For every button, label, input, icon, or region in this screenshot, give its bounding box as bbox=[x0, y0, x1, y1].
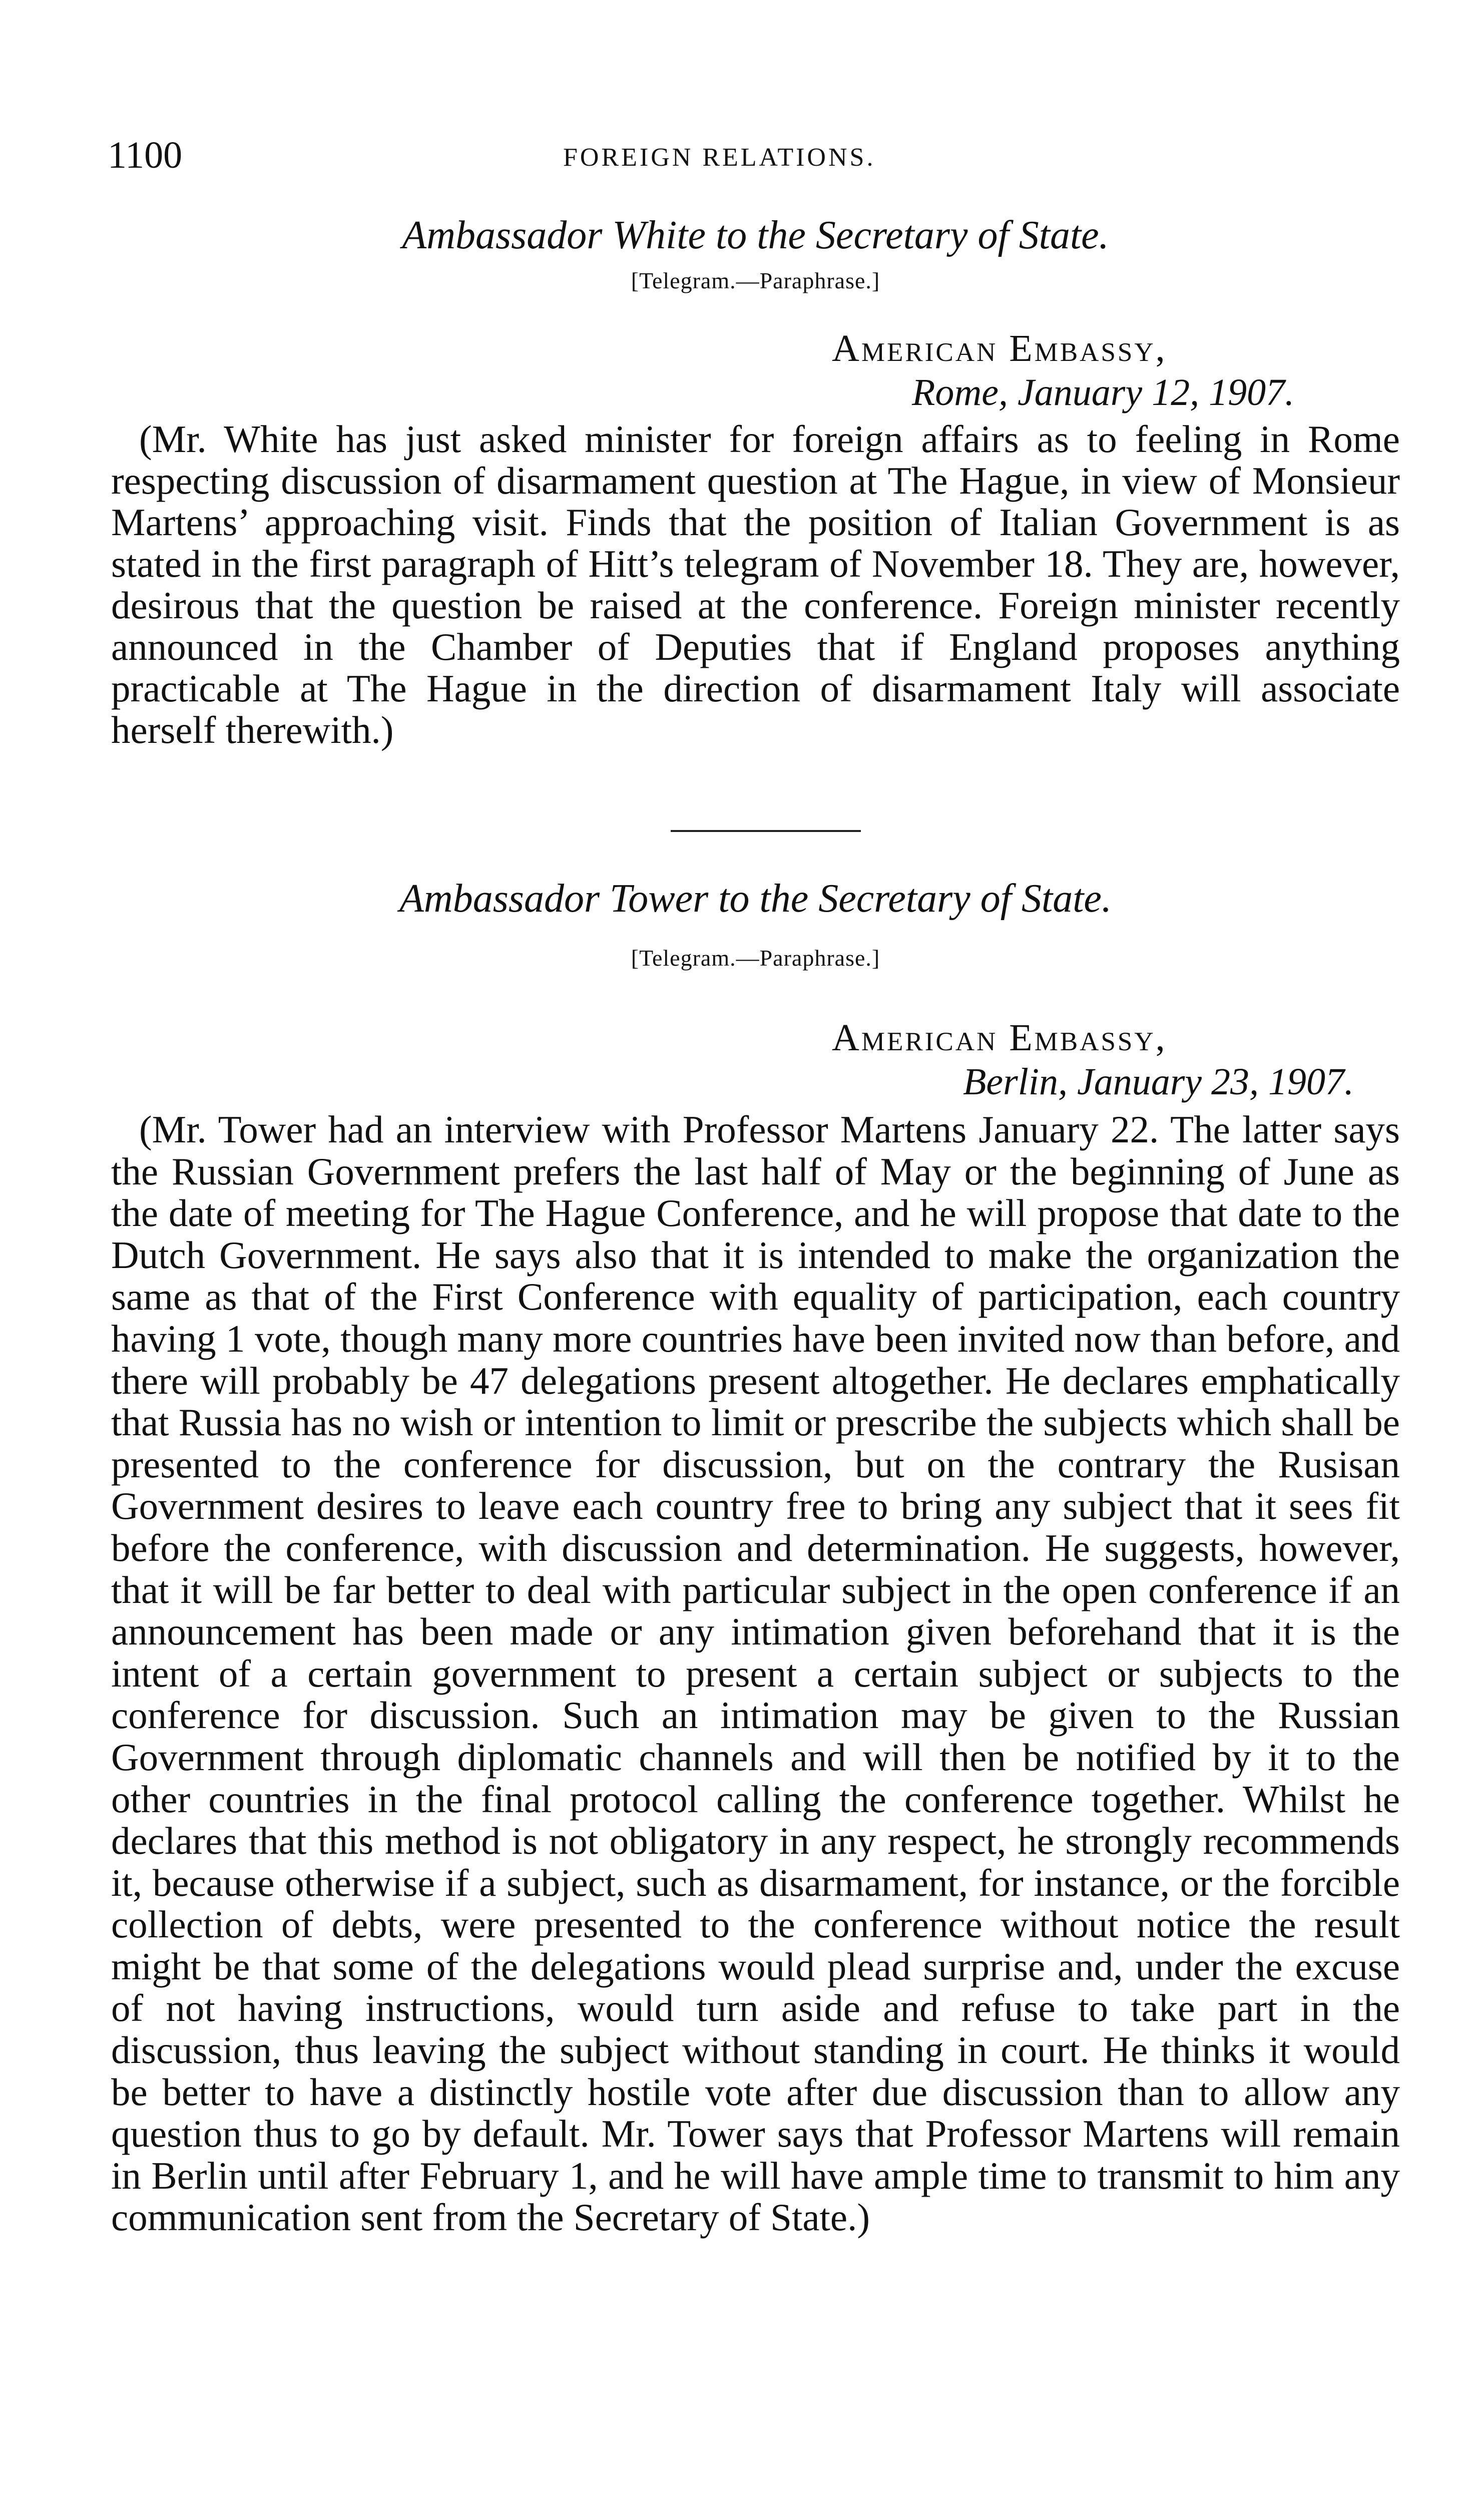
dateline bbox=[832, 326, 1400, 414]
dateline bbox=[832, 1016, 1400, 1104]
document-title: Ambassador Tower to the Secretary of State. bbox=[399, 877, 1112, 921]
document-tower bbox=[111, 874, 1400, 2239]
document-body: (Mr. Tower had an interview with Professor Martens January 22. The latter says the Russian Government prefers the last half of May or the beginning of June as the date of meeting for The Hague Conference, and he will propose that date to the Dutch Government. He says also that it is intended to make the organization the same as that of the First Conference with equality of participation, each country having 1 vote, though many more countries have been invited now than before, and there will probably be 47 delegations present altogether. He declares emphatically that Russia has no wish or intention to limit or prescribe the subjects which shall be presented to the conference for discussion, but on the contrary the Rusisan Government desires to leave each country free to bring any subject that it sees fit before the conference, with discussion and determination. He suggests, however, that it will be far better to deal with particular subject in the open conference if an announcement has been made or any intimation given beforehand that it is the intent of a certain government to present a certain subject or subjects to the conference for discussion. Such an intimation may be given to the Russian Government through diplomatic channels and will then be notified by it to the other countries in the final protocol calling the conference together. Whilst he declares that this method is not obligatory in any respect, he strongly recommends it, because otherwise if a subject, such as disarmament, for instance, or the forcible collection of debts, were presented to the conference without notice the result might be that some of the delegations would plead surprise and, under the excuse of not having instructions, would turn aside and refuse to take part in the discussion, thus leaving the subject without standing in court. He thinks it would be better to have a distinctly hostile vote after due discussion than to allow any question thus to go by default. Mr. Tower says that Professor Martens will remain in Berlin until after February 1, and he will have ample time to transmit to him any communication sent from the Secretary of State.) bbox=[111, 1108, 1400, 2239]
running-head: FOREIGN RELATIONS. bbox=[563, 143, 876, 172]
page-number: 1100 bbox=[108, 134, 183, 176]
place-date-line: Berlin, January 23, 1907. bbox=[963, 1061, 1354, 1103]
document-title: Ambassador White to the Secretary of State. bbox=[402, 213, 1109, 257]
place-date-line: Rome, January 12, 1907. bbox=[912, 371, 1295, 413]
document-note: [Telegram.—Paraphrase.] bbox=[631, 268, 880, 293]
document-white bbox=[111, 210, 1400, 751]
document-note: [Telegram.—Paraphrase.] bbox=[631, 945, 880, 971]
page-header bbox=[108, 133, 1399, 178]
section-divider bbox=[671, 830, 861, 832]
embassy-line: American Embassy, bbox=[832, 1017, 1167, 1059]
embassy-line: American Embassy, bbox=[832, 327, 1167, 369]
document-body: (Mr. White has just asked minister for foreign affairs as to feeling in Rome respecting discussion of disarmament question at The Hague, in view of Monsieur Martens’ approaching visit. Finds that the position of Italian Government is as stated in the first paragraph of Hitt’s telegram of November 18. They are, however, desirous that the question be raised at the conference. Foreign minister recently announced in the Chamber of Deputies that if England proposes anything practicable at The Hague in the direction of disarmament Italy will associate herself therewith.) bbox=[111, 418, 1400, 751]
